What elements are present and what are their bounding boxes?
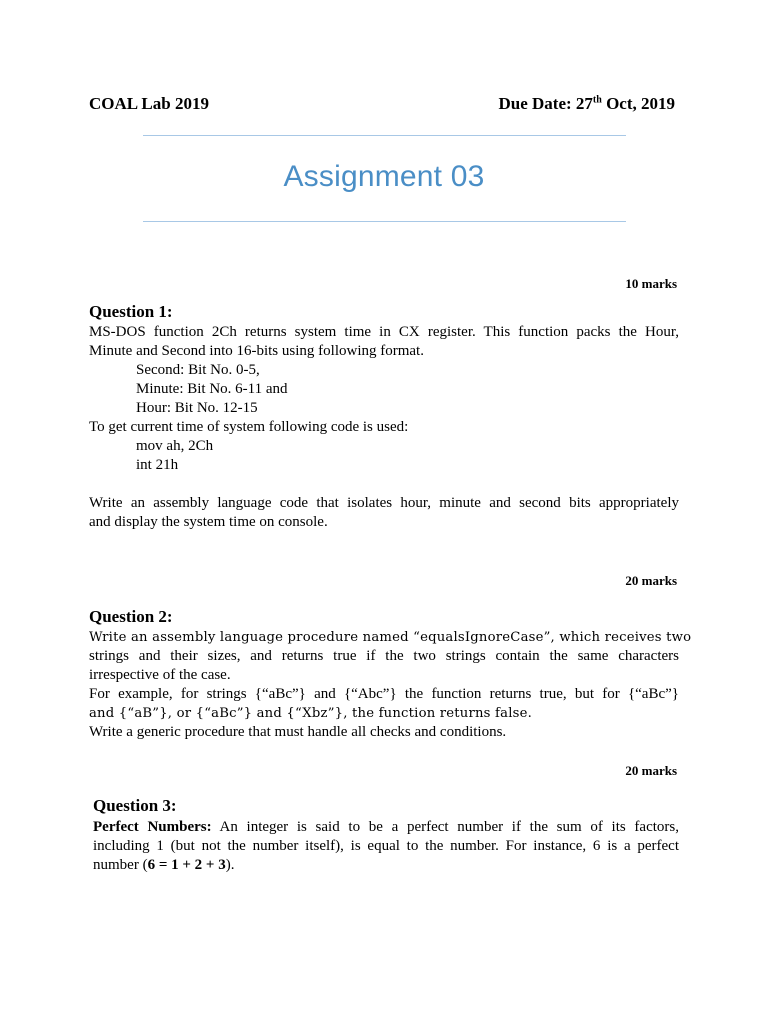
course-label: COAL Lab 2019 bbox=[89, 94, 209, 113]
q3-line-3-post: ). bbox=[225, 857, 235, 873]
top-divider bbox=[143, 135, 626, 136]
q1-body bbox=[89, 323, 679, 532]
q2-line-5: and {“aB”}, or {“aBc”} and {“Xbz”}, the function returns false. bbox=[89, 706, 532, 721]
due-date-prefix: Due Date: 27 bbox=[498, 94, 593, 113]
q3-line-2: including 1 (but not the number itself), is equal to the number. For instance, 6 is a perfect bbox=[93, 838, 679, 854]
due-date bbox=[498, 94, 675, 114]
q3-term: Perfect Numbers: bbox=[93, 819, 212, 835]
q1-format-minute: Minute: Bit No. 6-11 and bbox=[136, 381, 288, 397]
q1-line-2: Minute and Second into 16-bits using following format. bbox=[89, 343, 424, 359]
q1-marks: 10 marks bbox=[625, 276, 677, 291]
q1-line-3: To get current time of system following code is used: bbox=[89, 419, 409, 435]
q2-line-1: Write an assembly language procedure named “equalsIgnoreCase”, which receives two bbox=[89, 630, 692, 645]
q3-heading: Question 3: bbox=[93, 796, 177, 815]
q1-format-hour: Hour: Bit No. 12-15 bbox=[136, 400, 258, 416]
q2-line-2: strings and their sizes, and returns true if the two strings contain the same characters bbox=[89, 648, 679, 664]
q2-body bbox=[89, 628, 692, 742]
q2-heading: Question 2: bbox=[89, 607, 173, 626]
due-date-suffix: Oct, 2019 bbox=[601, 94, 675, 113]
due-date-sup: th bbox=[592, 94, 602, 106]
q3-marks: 20 marks bbox=[625, 763, 677, 778]
q2-line-6: Write a generic procedure that must handle all checks and conditions. bbox=[89, 724, 507, 740]
q1-line-1: MS-DOS function 2Ch returns system time in CX register. This function packs the Hour, bbox=[89, 324, 679, 340]
q3-line-1-rest: An integer is said to be a perfect number if the sum of its factors, bbox=[211, 819, 679, 835]
bottom-divider bbox=[143, 221, 626, 222]
q1-code-2: int 21h bbox=[136, 457, 179, 473]
q1-line-5: and display the system time on console. bbox=[89, 514, 328, 530]
q1-line-4: Write an assembly language code that isolates hour, minute and second bits appropriately bbox=[89, 495, 679, 511]
q1-spacer bbox=[89, 475, 679, 494]
q2-line-4: For example, for strings {“aBc”} and {“Abc”} the function returns true, but for {“aBc”} bbox=[89, 686, 679, 702]
q1-heading: Question 1: bbox=[89, 302, 173, 321]
q3-equation: 6 = 1 + 2 + 3 bbox=[147, 857, 226, 873]
q1-code-1: mov ah, 2Ch bbox=[136, 438, 214, 454]
q2-line-3: irrespective of the case. bbox=[89, 667, 231, 683]
q1-format-second: Second: Bit No. 0-5, bbox=[136, 362, 260, 378]
q3-body bbox=[93, 818, 679, 875]
page-title: Assignment 03 bbox=[283, 160, 485, 193]
q3-line-3 bbox=[93, 856, 679, 875]
q2-marks: 20 marks bbox=[625, 573, 677, 588]
q3-line-1 bbox=[93, 818, 679, 837]
q3-line-3-pre: number ( bbox=[93, 857, 148, 873]
